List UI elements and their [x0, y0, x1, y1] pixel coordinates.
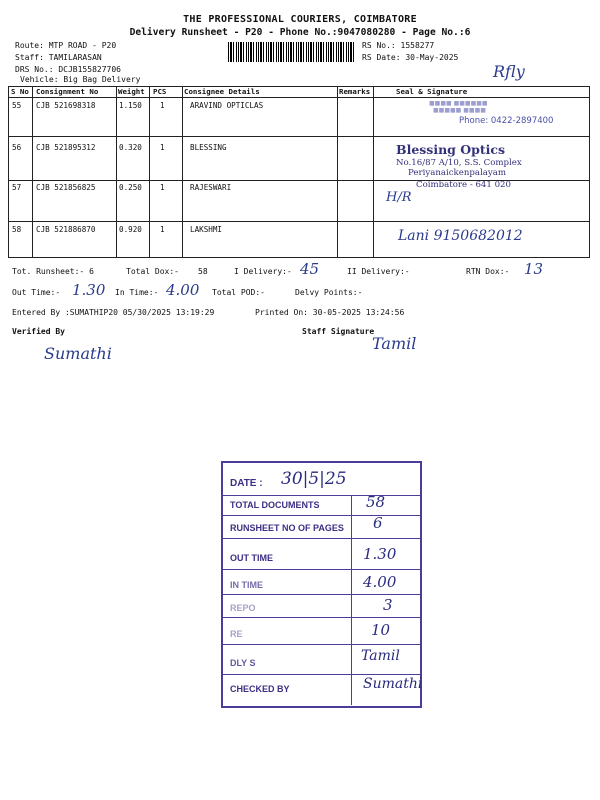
rs-number: RS No.: 1558277 — [362, 41, 435, 50]
cell-pcs: 1 — [160, 183, 165, 192]
cell-weight: 0.320 — [119, 143, 142, 152]
stamp-total-documents-label: TOTAL DOCUMENTS — [230, 500, 320, 510]
stamp-re-label: RE — [230, 629, 243, 639]
company-title: THE PROFESSIONAL COURIERS, COIMBATORE — [183, 14, 417, 25]
total-pod-label: Total POD:- — [212, 288, 265, 297]
stamp-date-value: 30|5|25 — [281, 469, 347, 489]
cell-pcs: 1 — [160, 225, 165, 234]
handwritten-signature-top: Rfly — [493, 62, 525, 81]
verified-signature: Sumathi — [44, 344, 112, 363]
cell-consignment: CJB 521856825 — [36, 183, 96, 192]
route-info: Route: MTP ROAD - P20 — [15, 41, 117, 50]
in-time-value: 4.00 — [166, 281, 200, 299]
rtn-dox-value: 13 — [524, 260, 544, 278]
cell-sno: 56 — [12, 143, 22, 152]
header-consignment: Consignment No — [36, 87, 99, 96]
header-sno: S No — [11, 87, 29, 96]
stamp-out-time-label: OUT TIME — [230, 553, 273, 563]
in-time-label: In Time:- — [115, 288, 159, 297]
stamp-re-value: 10 — [371, 621, 391, 639]
stamp-checked-by-value: Sumathi — [363, 676, 423, 692]
optics-address-1: No.16/87 A/10, S.S. Complex — [396, 158, 522, 168]
out-time-label: Out Time:- — [12, 288, 61, 297]
i-delivery-value: 45 — [300, 260, 320, 278]
cell-sno: 55 — [12, 101, 22, 110]
vehicle-info: Vehicle: Big Bag Delivery — [20, 75, 141, 84]
optics-address-2: Periyanaickenpalayam — [408, 168, 506, 178]
ii-delivery-label: II Delivery:- — [347, 267, 410, 276]
header-consignee: Consignee Details — [184, 87, 260, 96]
stamp-out-time-value: 1.30 — [363, 545, 397, 563]
printed-on: Printed On: 30-05-2025 13:24:56 — [255, 308, 405, 317]
rs-date: RS Date: 30-May-2025 — [362, 53, 459, 62]
stamp-total-documents-value: 58 — [366, 493, 386, 511]
total-runsheet: Tot. Runsheet:- 6 — [12, 267, 94, 276]
handwritten-remark-r57: H/R — [386, 190, 412, 205]
total-dox-value: 58 — [198, 267, 208, 276]
out-time-value: 1.30 — [72, 281, 106, 299]
barcode — [228, 42, 356, 62]
stamp-dly-value: Tamil — [361, 648, 400, 664]
cell-consignee: ARAVIND OPTICLAS — [190, 101, 264, 110]
cell-consignment: CJB 521886870 — [36, 225, 96, 234]
runsheet-title: Delivery Runsheet - P20 - Phone No.:9047080280 - Page No.:6 — [129, 27, 471, 38]
cell-pcs: 1 — [160, 101, 165, 110]
drs-number: DRS No.: DCJB155827706 — [15, 65, 121, 74]
delivery-stamp — [221, 461, 422, 708]
stamp-repo-label: REPO — [230, 603, 256, 613]
entered-by: Entered By :SUMATHIP20 05/30/2025 13:19:29 — [12, 308, 215, 317]
delvy-points-label: Delvy Points:- — [295, 288, 363, 297]
stamp-runsheet-pages-label: RUNSHEET NO OF PAGES — [230, 523, 344, 533]
staff-signature-label: Staff Signature — [302, 327, 375, 336]
runsheet-table — [8, 86, 590, 258]
header-seal: Seal & Signature — [396, 87, 468, 96]
stamp-phone: Phone: 0422-2897400 — [459, 116, 554, 126]
stamp-date-label: DATE : — [230, 478, 263, 489]
rtn-dox-label: RTN Dox:- — [466, 267, 510, 276]
header-weight: Weight — [118, 87, 145, 96]
cell-consignee: LAKSHMI — [190, 225, 223, 234]
cell-sno: 58 — [12, 225, 22, 234]
cell-weight: 0.920 — [119, 225, 142, 234]
stamp-in-time-value: 4.00 — [363, 573, 397, 591]
cell-consignee: BLESSING — [190, 143, 227, 152]
stamp-repo-value: 3 — [383, 596, 393, 614]
i-delivery-label: I Delivery:- — [234, 267, 292, 276]
handwritten-remark-r58: Lani 9150682012 — [398, 228, 523, 244]
cell-weight: 0.250 — [119, 183, 142, 192]
cell-consignment: CJB 521698318 — [36, 101, 96, 110]
cell-sno: 57 — [12, 183, 22, 192]
blessing-optics-stamp — [388, 142, 588, 190]
staff-signature: Tamil — [372, 334, 417, 353]
cell-consignee: RAJESWARI — [190, 183, 232, 192]
optics-name: Blessing Optics — [396, 142, 506, 157]
total-dox-label: Total Dox:- — [126, 267, 179, 276]
stamp-runsheet-pages-value: 6 — [373, 514, 383, 532]
cell-weight: 1.150 — [119, 101, 142, 110]
stamp-in-time-label: IN TIME — [230, 580, 263, 590]
stamp-checked-by-label: CHECKED BY — [230, 684, 290, 694]
verified-by-label: Verified By — [12, 327, 65, 336]
cell-pcs: 1 — [160, 143, 165, 152]
header-pcs: PCS — [153, 87, 167, 96]
stamp-dly-label: DLY S — [230, 658, 256, 668]
cell-consignment: CJB 521895312 — [36, 143, 96, 152]
optical-shop-stamp: ■■■■ ■■■■■■ ■■■■■ ■■■■ Phone: 0422-2897400 — [421, 100, 581, 136]
optics-address-3: Coimbatore - 641 020 — [416, 180, 511, 190]
staff-info: Staff: TAMILARASAN — [15, 53, 102, 62]
header-remarks: Remarks — [339, 87, 371, 96]
